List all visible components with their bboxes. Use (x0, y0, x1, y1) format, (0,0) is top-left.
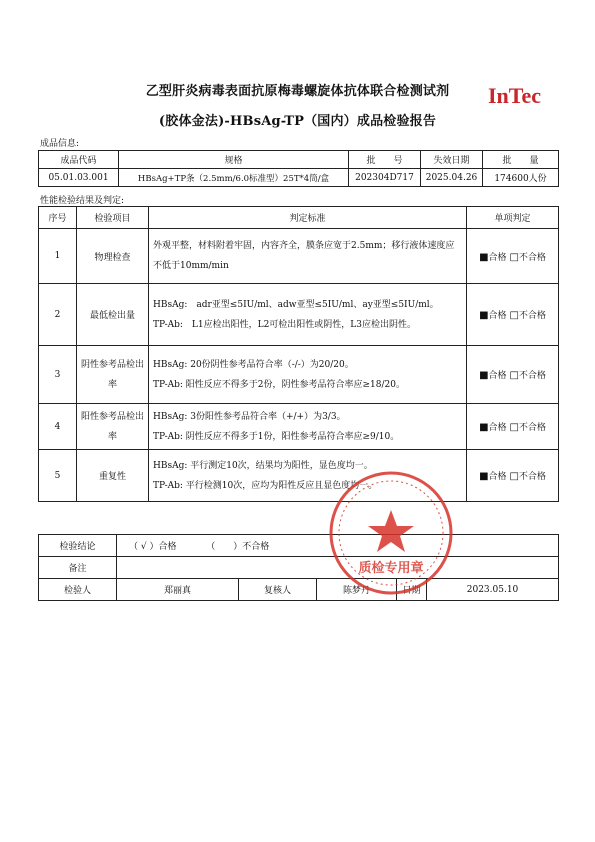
quality-seal-stamp (326, 468, 456, 598)
criteria-line: HBsAg: 3份阳性参考品符合率（+/+）为3/3。 (153, 411, 346, 422)
row-item: 最低检出量 (77, 284, 149, 346)
criteria-line: HBsAg: adr亚型≤5IU/ml、adw亚型≤5IU/ml、ay亚型≤5IU/ml。 (153, 299, 439, 310)
table-row (39, 284, 559, 346)
table-row (39, 450, 559, 502)
row-item: 阳性参考品检出率 (77, 404, 149, 450)
row-criteria (149, 346, 467, 404)
header-criteria: 判定标准 (149, 207, 467, 229)
row-judgement (467, 346, 559, 404)
row-judgement (467, 229, 559, 284)
header-no: 序号 (39, 207, 77, 229)
empty-box-icon: □ (509, 370, 519, 381)
fail-label: 不合格 (518, 252, 546, 263)
pass-label: 合格 (488, 423, 507, 433)
reviewer-label: 复核人 (239, 579, 317, 601)
row-judgement (467, 284, 559, 346)
inspector-label: 检验人 (39, 579, 117, 601)
pass-label: 合格 (488, 472, 507, 482)
criteria-line: HBsAg: 平行测定10次，结果均为阳性，显色度均一。 (153, 460, 373, 471)
intec-logo (487, 80, 545, 110)
criteria-line: HBsAg: 20份阴性参考品符合率（-/-）为20/20。 (153, 359, 354, 370)
row-no: 2 (39, 284, 77, 346)
product-info-caption: 成品信息: (40, 139, 80, 149)
product-info-table (38, 150, 559, 187)
date-label: 日期 (397, 579, 427, 601)
performance-table (38, 206, 559, 502)
row-criteria (149, 284, 467, 346)
criteria-line: 外观平整，材料附着牢固，内容齐全，膜条应宽于2.5mm；移行液体速度应不低于10mm/min (153, 241, 455, 271)
fail-label: 不合格 (518, 423, 546, 433)
stamp-text: 质检专用章 (358, 561, 424, 576)
conclusion-table (38, 534, 559, 601)
table-row (39, 404, 559, 450)
criteria-line: TP-Ab: 平行检测10次，应均为阳性反应且显色度均一。 (153, 480, 378, 491)
conclusion-pass-option: （ √ ）合格 (129, 542, 177, 552)
row-no: 3 (39, 346, 77, 404)
header-spec: 规格 (119, 151, 349, 169)
row-criteria (149, 229, 467, 284)
table-row (39, 229, 559, 284)
header-lot: 批 号 (349, 151, 421, 169)
criteria-line: TP-Ab: L1应检出阳性，L2可检出阳性或阴性，L3应检出阴性。 (153, 319, 417, 330)
pass-label: 合格 (488, 311, 507, 321)
header-product-code: 成品代码 (39, 151, 119, 169)
remark-label: 备注 (39, 557, 117, 579)
header-expiry: 失效日期 (421, 151, 483, 169)
reviewer-name: 陈梦丹 (317, 579, 397, 601)
criteria-line: TP-Ab: 阳性反应不得多于2份，阴性参考品符合率应≥18/20。 (153, 379, 405, 390)
svg-text:InTec: InTec (488, 83, 541, 108)
spec: HBsAg+TP条（2.5mm/6.0标准型）25T*4筒/盒 (119, 169, 349, 187)
fail-label: 不合格 (518, 472, 546, 482)
checked-box-icon: ■ (479, 310, 489, 321)
row-no: 1 (39, 229, 77, 284)
empty-box-icon: □ (509, 422, 519, 433)
row-item: 物理检查 (77, 229, 149, 284)
conclusion-label: 检验结论 (39, 535, 117, 557)
inspector-name: 郑丽真 (117, 579, 239, 601)
performance-caption: 性能检验结果及判定: (40, 196, 125, 206)
header-judgement: 单项判定 (467, 207, 559, 229)
checked-box-icon: ■ (479, 422, 489, 433)
row-no: 4 (39, 404, 77, 450)
pass-label: 合格 (488, 371, 507, 381)
row-judgement (467, 404, 559, 450)
empty-box-icon: □ (509, 471, 519, 482)
row-judgement (467, 450, 559, 502)
empty-box-icon: □ (509, 251, 519, 263)
report-title-line1: 乙型肝炎病毒表面抗原梅毒螺旋体抗体联合检测试剂 (145, 84, 450, 99)
row-item: 重复性 (77, 450, 149, 502)
quantity: 174600人份 (483, 169, 559, 187)
checked-box-icon: ■ (479, 251, 489, 263)
expiry-date: 2025.04.26 (421, 169, 483, 187)
fail-label: 不合格 (518, 311, 546, 321)
criteria-line: TP-Ab: 阴性反应不得多于1份，阳性参考品符合率应≥9/10。 (153, 431, 400, 442)
conclusion-fail-option: （ ）不合格 (206, 542, 270, 552)
header-item: 检验项目 (77, 207, 149, 229)
row-no: 5 (39, 450, 77, 502)
checked-box-icon: ■ (479, 370, 489, 381)
header-quantity: 批 量 (483, 151, 559, 169)
product-code: 05.01.03.001 (39, 169, 119, 187)
row-criteria (149, 404, 467, 450)
table-row (39, 346, 559, 404)
lot-number: 202304D717 (349, 169, 421, 187)
empty-box-icon: □ (509, 310, 519, 321)
date-value: 2023.05.10 (427, 579, 559, 601)
report-title-line2: (胶体金法)-HBsAg-TP（国内）成品检验报告 (158, 114, 437, 129)
checked-box-icon: ■ (479, 471, 489, 482)
pass-label: 合格 (488, 252, 507, 263)
row-item: 阴性参考品检出率 (77, 346, 149, 404)
fail-label: 不合格 (518, 371, 546, 381)
